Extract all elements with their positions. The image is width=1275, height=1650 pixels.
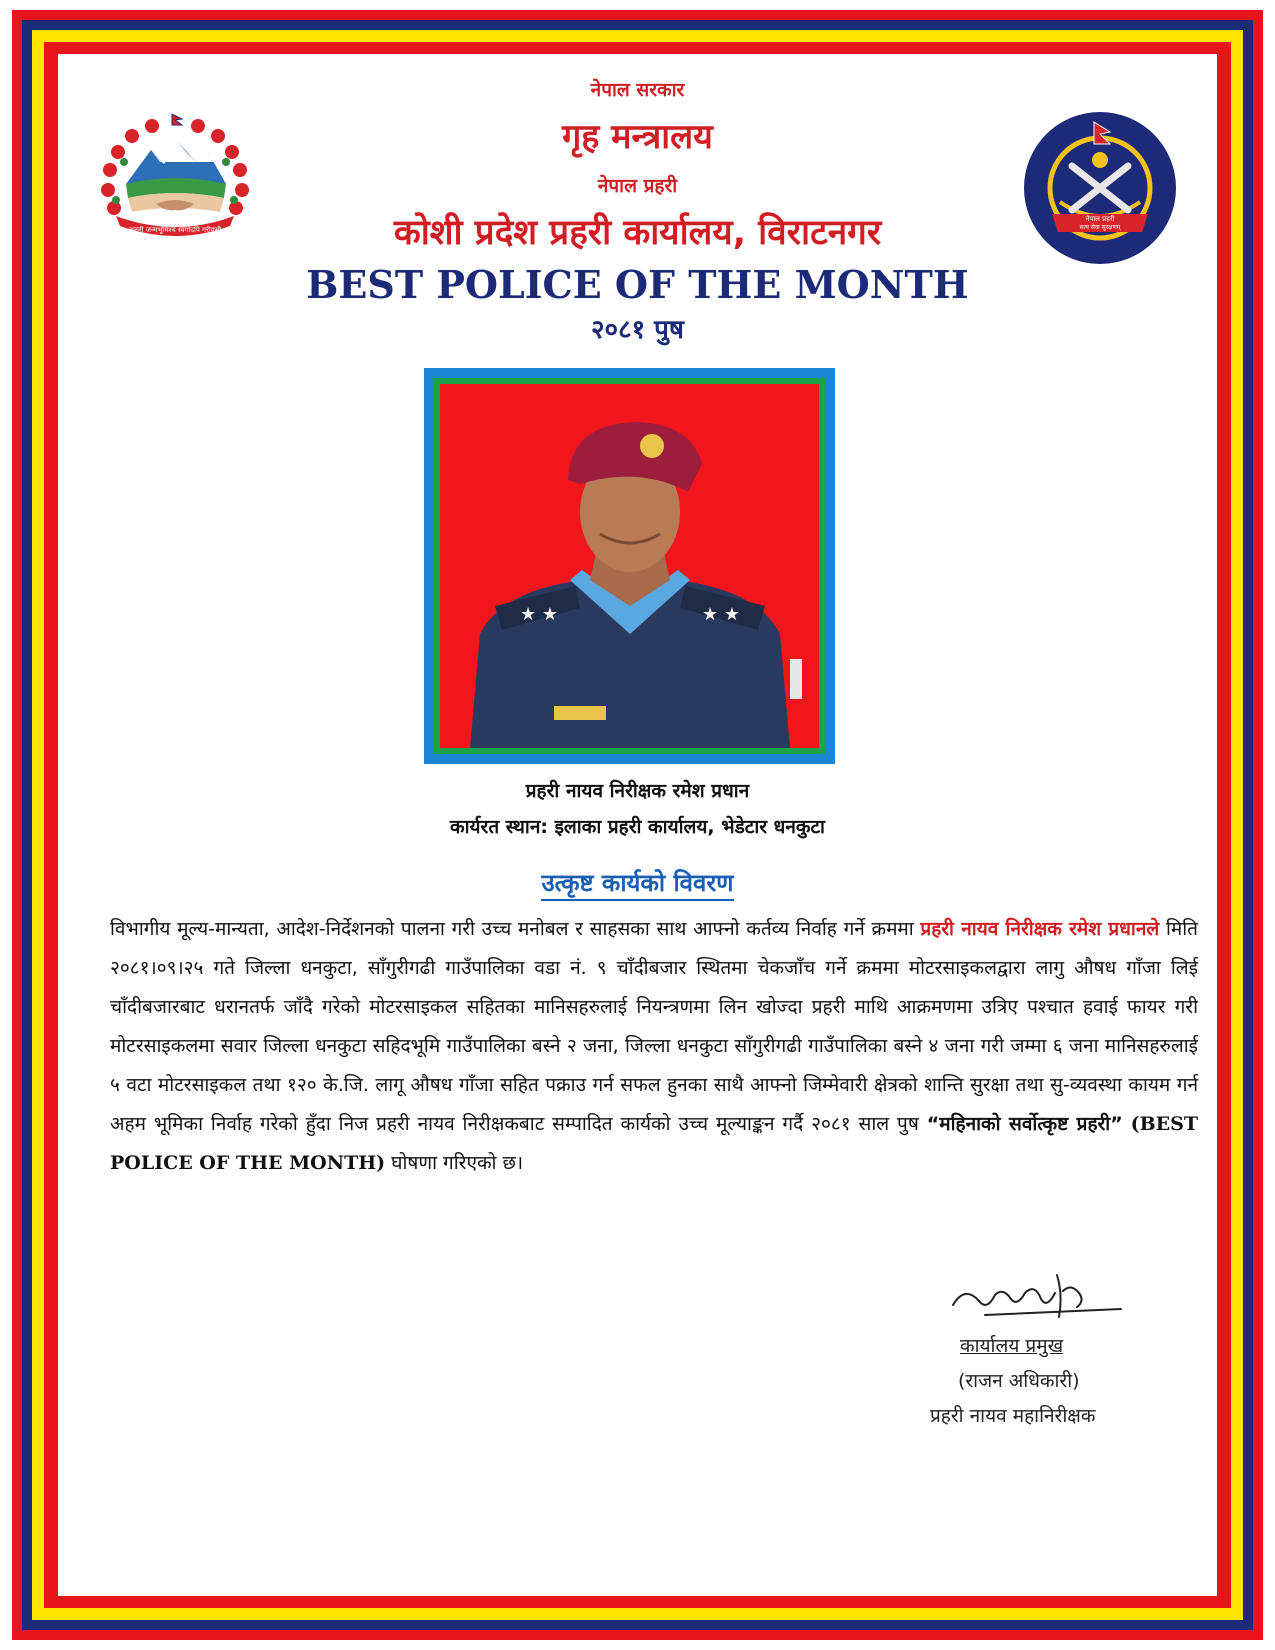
police-motto: सत्य सेवा सुरक्षणम् [1079, 224, 1121, 231]
citation-ending: घोषणा गरिएको छ। [385, 1152, 524, 1174]
police-title: नेपाल प्रहरी [1085, 215, 1115, 223]
signatory-title: कार्यालय प्रमुख [960, 1335, 1064, 1357]
citation-english: (BEST POLICE OF THE MONTH) [110, 1113, 1198, 1174]
honoree-photo [440, 384, 819, 748]
section-heading [0, 866, 1275, 899]
citation-highlight-name: प्रहरी नायव निरीक्षक रमेश प्रधानले [920, 918, 1160, 940]
svg-text:★ ★: ★ ★ [702, 604, 740, 625]
honoree-posting: कार्यरत स्थान: इलाका प्रहरी कार्यालय, भेडेटार धनकुटा [450, 816, 825, 838]
motto-ribbon: जननी जन्मभूमिश्च स्वर्गादपि गरीयसी [128, 226, 222, 234]
signatory-name: (राजन अधिकारी) [958, 1370, 1080, 1392]
signatory-rank: प्रहरी नायव महानिरीक्षक [930, 1405, 1096, 1427]
signature [945, 1265, 1125, 1327]
photo-frame [424, 368, 835, 764]
svg-text:★ ★: ★ ★ [520, 604, 558, 625]
office-title: कोशी प्रदेश प्रहरी कार्यालय, विराटनगर [393, 213, 882, 253]
citation-part-1: विभागीय मूल्य-मान्यता, आदेश-निर्देशनको पालना गरी उच्च मनोबल र साहसका साथ आफ्नो कर्तव्य निर्वाह गर्ने क्रममा [110, 918, 921, 940]
citation-paragraph [110, 910, 1198, 1183]
honoree-name: प्रहरी नायव निरीक्षक रमेश प्रधान [525, 780, 750, 802]
citation-part-2: मिति २०८१।०९।२५ गते जिल्ला धनकुटा, साँगुरीगढी गाउँपालिका वडा नं. ९ चाँदीबजार स्थितमा चेकजाँच गर्ने क्रममा मोटरसाइकलद्वारा लागु औषध गाँजा लिई चाँदीबजारबाट धरानतर्फ जाँदै गरेको मोटरसाइकल सहितका मानिसहरुलाई नियन्त्रणमा लिन खोज्दा प्रहरी माथि आक्रमणमा उत्रिए पश्चात हवाई फायर गरी मोटरसाइकलमा सवार जिल्ला धनकुटा सहिदभूमि गाउँपालिका बस्ने २ जना, जिल्ला धनकुटा साँगुरीगढी गाउँपालिका बस्ने ४ जना गरी जम्मा ६ जना मानिसहरुलाई ५ वटा मोटरसाइकल तथा १२० के.जि. लागू औषध गाँजा सहित पक्राउ गर्न सफल हुनका साथै आफ्नो जिम्मेवारी क्षेत्रको शान्ति सुरक्षा तथा सु-व्यवस्था कायम गर्न अहम भूमिका निर्वाह गरेको हुँदा निज प्रहरी नायव निरीक्षकबाट सम्पादित कार्यको उच्च मूल्याङ्कन गर्दै २०८१ साल पुष [110, 918, 1198, 1135]
government-label: नेपाल सरकार [590, 79, 685, 101]
award-month: २०८१ पुष [591, 315, 684, 345]
section-heading-text: उत्कृष्ट कार्यको विवरण [541, 869, 733, 901]
citation-quote: “महिनाको सर्वोत्कृष्ट प्रहरी” [926, 1113, 1123, 1135]
police-label: नेपाल प्रहरी [597, 175, 678, 197]
ministry-title: गृह मन्त्रालय [562, 117, 713, 157]
award-title: BEST POLICE OF THE MONTH [306, 262, 969, 307]
officer-portrait [440, 384, 819, 748]
